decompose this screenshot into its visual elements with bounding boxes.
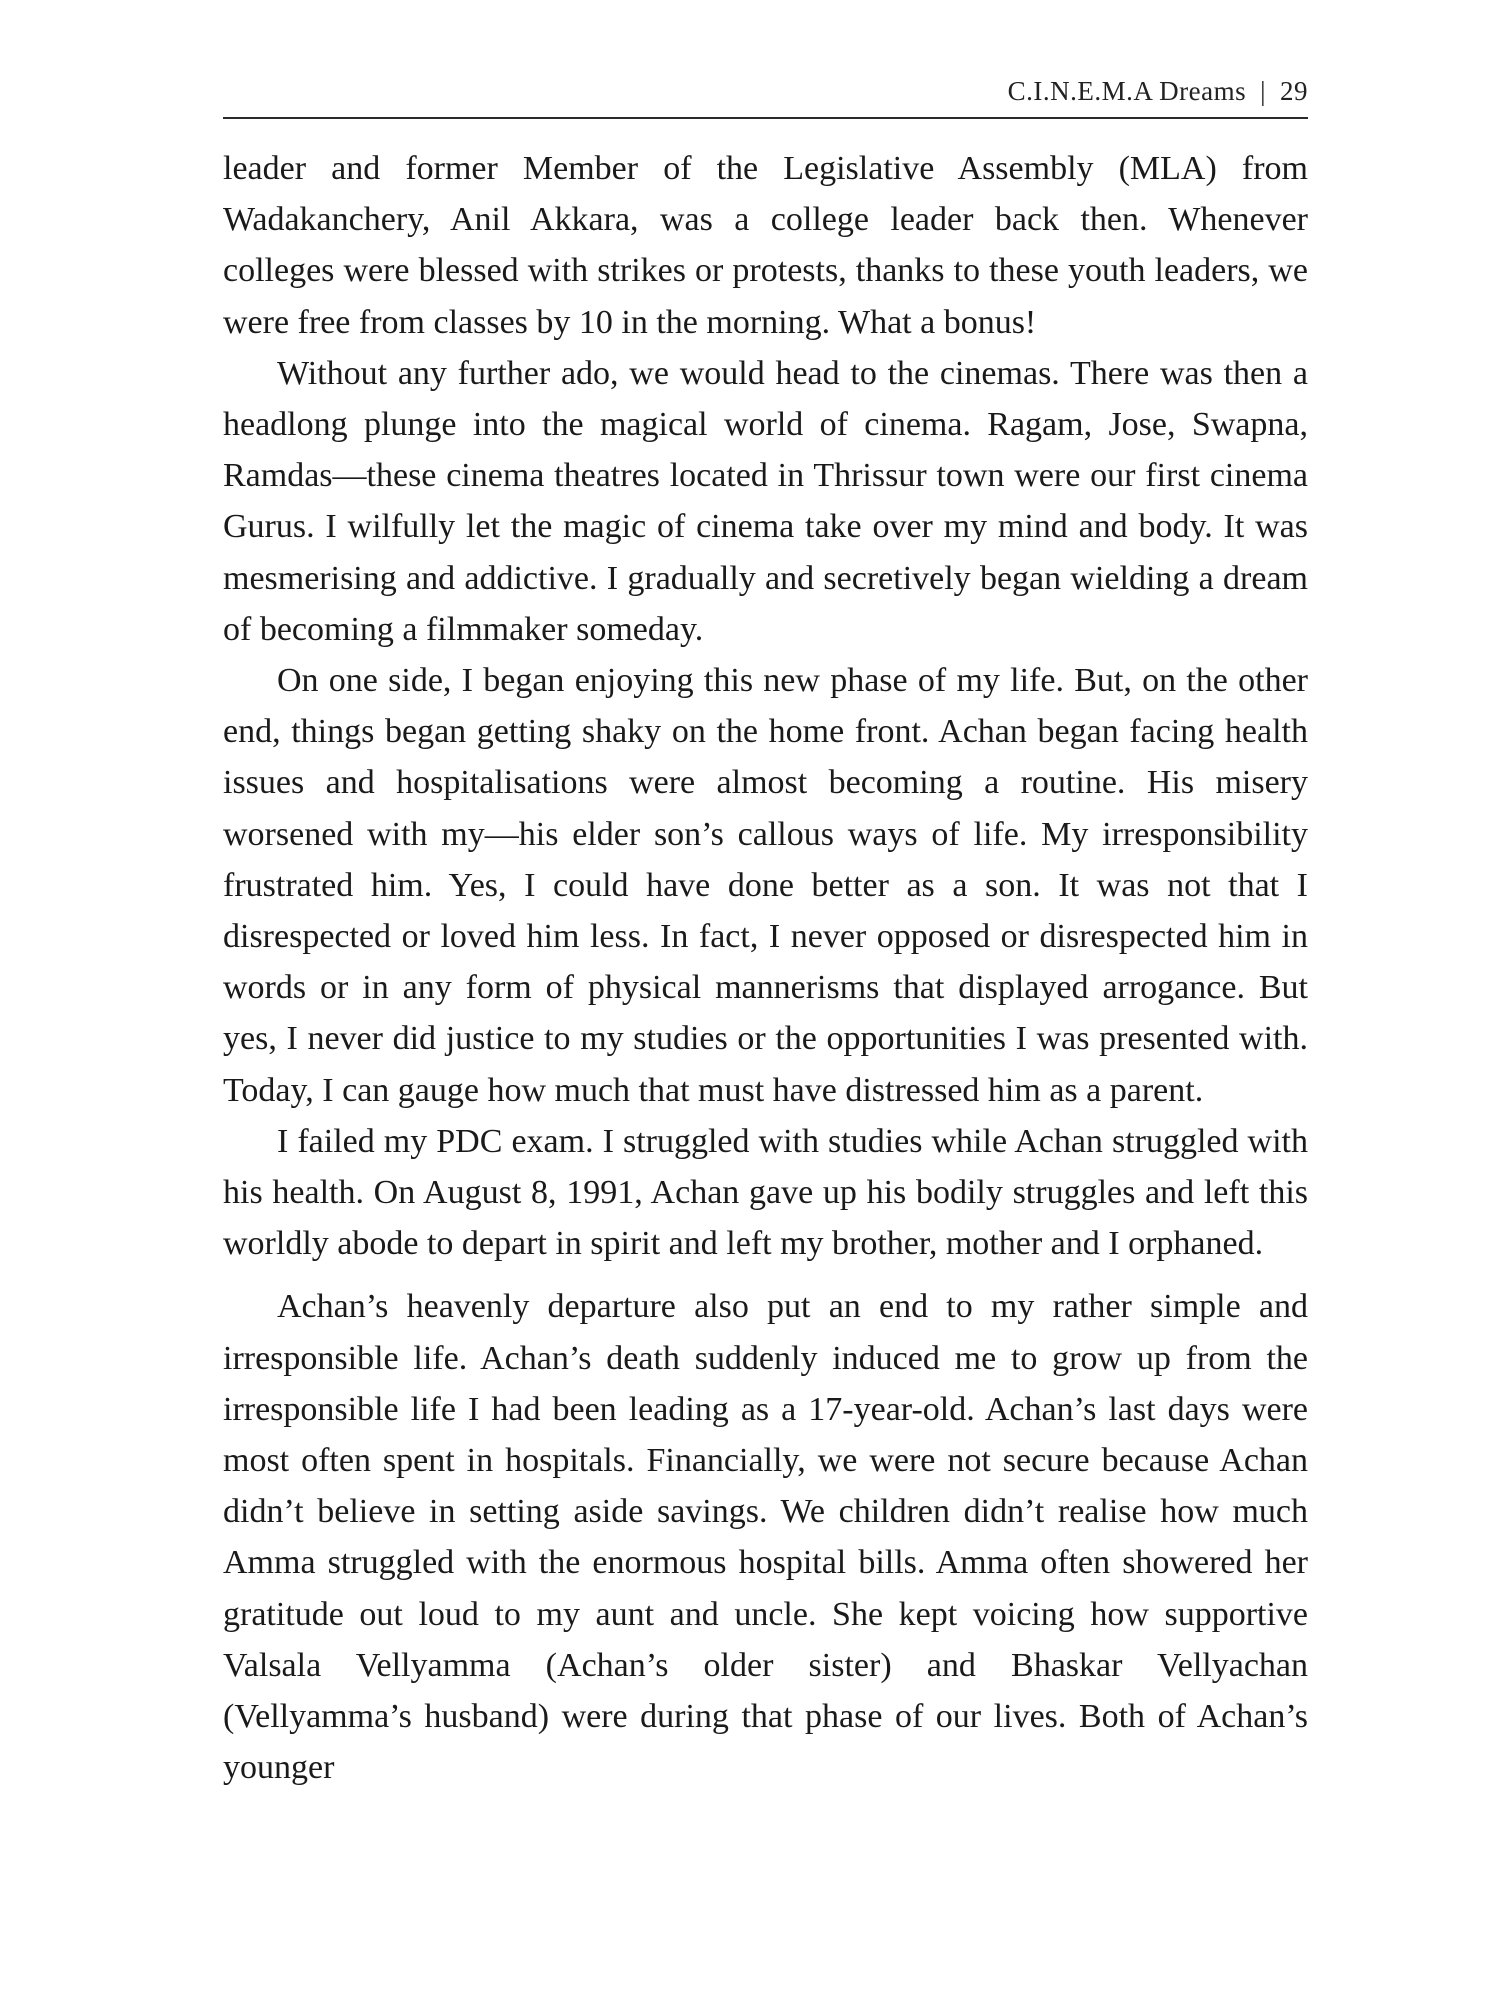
running-header — [223, 76, 1308, 118]
page-number: 29 — [1280, 76, 1308, 106]
header-separator: | — [1260, 76, 1266, 106]
paragraph-pdc-exam: I failed my PDC exam. I struggled with studies while Achan struggled with his health. On August 8, 1991, Achan gave up his bodily struggles and left this worldly abode to depart in spirit and left my brother, mother and I orphaned. — [223, 1122, 1308, 1263]
paragraph-departure: Achan’s heavenly departure also put an end to my rather simple and irresponsible life. Achan’s death suddenly induced me to grow up from the irresponsible life I had been leading as a 17-year-old. Achan’s last days were most often spent in hospitals. Financially, we were not secure because Achan didn’t believe in setting aside savings. We children didn’t realise how much Amma struggled with the enormous hospital bills. Amma often showered her gratitude out loud to my aunt and uncle. She kept voicing how supportive Valsala Vellyamma (Achan’s older sister) and Bhaskar Vellyachan (Vellyamma’s husband) were during that phase of our lives. Both of Achan’s younger — [223, 1288, 1308, 1787]
paragraph-continued: leader and former Member of the Legislative Assembly (MLA) from Wadakanchery, Anil Akkara, was a college leader back then. Whenever colleges were blessed with strikes or protests, thanks to these youth leaders, we were free from classes by 10 in the morning. What a bonus! — [223, 150, 1308, 341]
body-text — [223, 143, 1308, 1794]
paragraph-cinemas: Without any further ado, we would head to the cinemas. There was then a headlong plunge into the magical world of cinema. Ragam, Jose, Swapna, Ramdas—these cinema theatres located in Thrissur town were our first cinema Gurus. I wilfully let the magic of cinema take over my mind and body. It was mesmerising and addictive. I gradually and secretively began wielding a dream of becoming a filmmaker someday. — [223, 354, 1308, 648]
running-title: C.I.N.E.M.A Dreams — [1007, 76, 1247, 106]
header-rule — [223, 117, 1308, 119]
paragraph-home-front: On one side, I began enjoying this new phase of my life. But, on the other end, things began getting shaky on the home front. Achan began facing health issues and hospitalisations were almost becoming a routine. His misery worsened with my—his elder son’s callous ways of life. My irresponsibility frustrated him. Yes, I could have done better as a son. It was not that I disrespected or loved him less. In fact, I never opposed or disrespected him in words or in any form of physical mannerisms that displayed arrogance. But yes, I never did justice to my studies or the opportunities I was presented with. Today, I can gauge how much that must have distressed him as a parent. — [223, 662, 1308, 1109]
